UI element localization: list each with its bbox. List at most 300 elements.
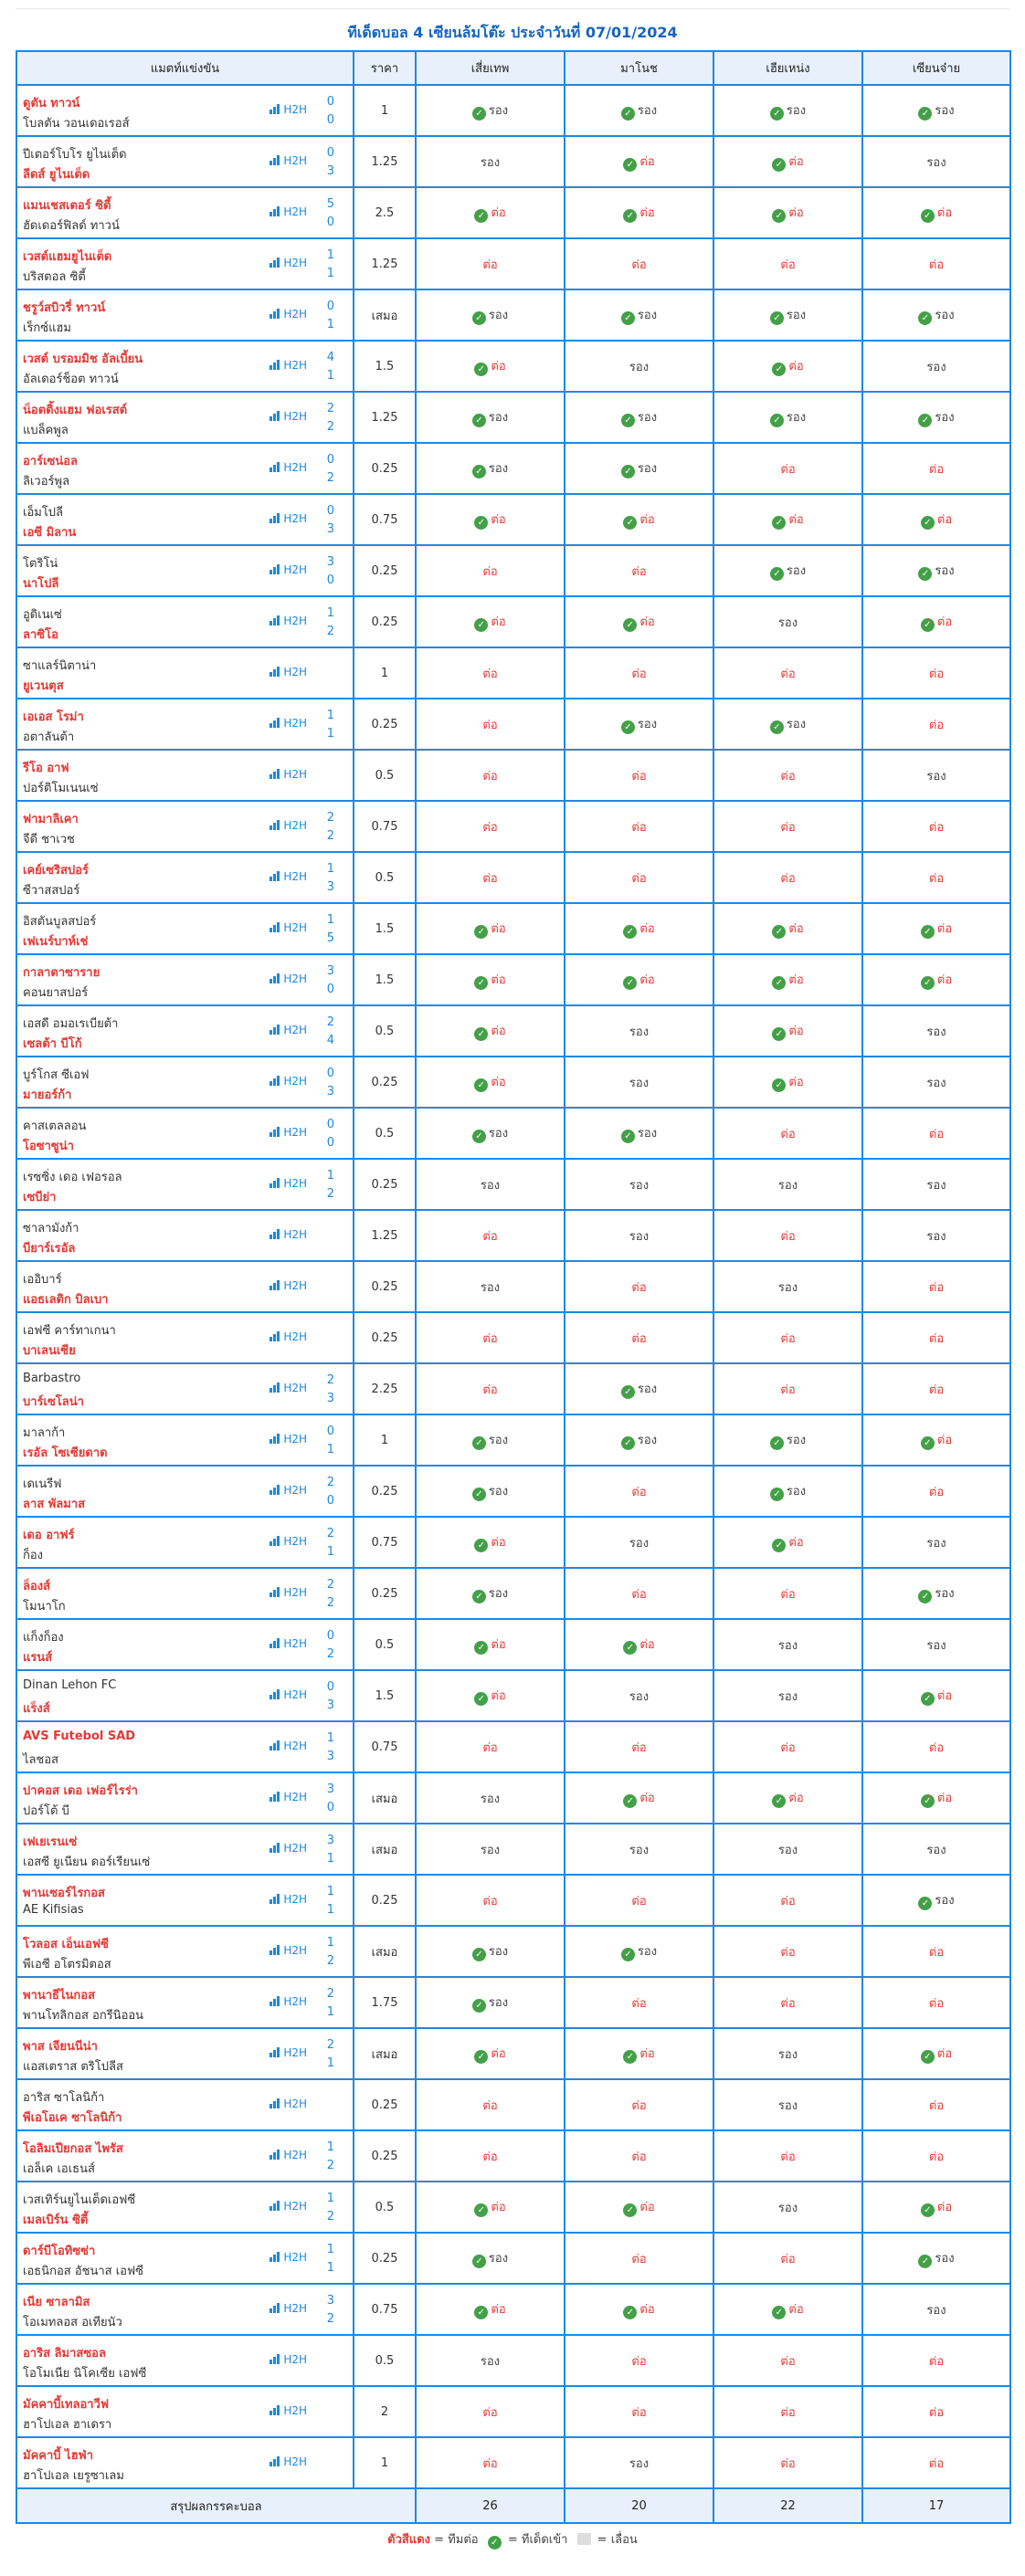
pick-cell [565,1057,713,1108]
home-score: 1 [326,2192,334,2205]
away-team[interactable]: เมลเบิร์น ซิตี้ [23,2213,89,2227]
pick-cell [713,2182,862,2233]
pick-cell [862,852,1010,903]
away-team[interactable]: ฮาโปเอล ฮาเดรา [23,2418,112,2432]
pick-cell [416,596,565,647]
pick-label: ต่อ [788,2303,804,2317]
h2h-link[interactable] [269,2353,307,2366]
h2h-link[interactable] [269,1024,307,1036]
h2h-link[interactable] [269,563,307,576]
home-score: 3 [326,2294,334,2308]
check-icon: ✓ [770,720,784,734]
pick-cell [565,954,713,1005]
price-cell: 1.5 [354,1670,416,1721]
match-cell [16,954,354,1005]
pick-label: รอง [935,2252,955,2266]
home-team[interactable]: บูร์โกส ซีเอฟ [23,1068,90,1082]
home-score: 0 [326,1629,334,1643]
pick-cell [416,1517,565,1568]
pick-label: รอง [777,2098,798,2113]
home-team[interactable]: พาส เจียนนีน่า [23,2040,98,2054]
pick-cell [565,1312,713,1363]
bar-chart-icon [269,1996,280,2006]
away-team[interactable]: มายอร์ก้า [23,1088,72,1102]
h2h-link[interactable] [269,921,307,934]
home-score: 2 [326,2038,334,2052]
away-score: 3 [326,880,334,894]
pick-label: รอง [629,1689,650,1704]
match-row [16,1005,1010,1057]
header-tipster-3: เฮียเหน่ง [713,51,862,85]
home-team[interactable]: เดเนรีฟ [23,1477,62,1491]
h2h-link[interactable] [269,1637,307,1650]
pick-label: ต่อ [491,2303,506,2317]
pick-label: รอง [935,1587,955,1601]
pick-label: รอง [637,1434,658,1447]
pick-cell [862,1005,1010,1057]
pick-cell [713,1210,862,1261]
h2h-link[interactable] [269,1330,307,1343]
away-team[interactable]: พีเอซี อโตรมิตอส [23,1958,111,1971]
pick-cell [862,2335,1010,2386]
pick-cell [565,2386,713,2437]
header-price: ราคา [354,51,416,85]
home-team[interactable]: เวสเทิร์นยูไนเต็ดเอฟซี [23,2193,136,2207]
home-team[interactable]: เอสดี อมอเรเบียต้า [23,1017,119,1031]
away-team[interactable]: โอโมเนีย นิโคเซีย เอฟซี [23,2367,147,2381]
pick-label: ต่อ [491,2047,506,2061]
match-cell [16,2130,354,2182]
h2h-link[interactable] [269,870,307,883]
h2h-link[interactable] [269,1279,307,1292]
check-icon: ✓ [921,976,935,990]
pick-label: ต่อ [780,1945,796,1960]
pick-label: ต่อ [631,2098,647,2113]
pick-label: รอง [637,1127,658,1141]
pick-label: ต่อ [780,820,796,835]
away-team[interactable]: เอสซี ยูเนียน ดอร์เรียนเซ่ [23,1856,151,1869]
home-team[interactable]: อาริส ซาโลนิก้า [23,2091,105,2105]
h2h-label: H2H [283,563,307,576]
home-team[interactable]: Dinan Lehon FC [23,1678,117,1692]
pick-label: รอง [935,309,955,322]
away-team[interactable]: เรอัล โซเซียดาด [23,1446,108,1460]
away-score: 4 [326,1034,334,1047]
away-team[interactable]: ลิเวอร์พูล [23,475,70,489]
check-icon: ✓ [623,2306,637,2319]
pick-label: ต่อ [482,1383,498,1397]
pick-label: ต่อ [780,2150,796,2164]
home-team[interactable]: ชรูว์สบิวรี่ ทาวน์ [23,301,106,315]
home-team[interactable]: รีโอ อาฟ [23,762,69,775]
pick-cell [565,852,713,903]
home-team[interactable]: โอลิมเปียกอส ไพรัส [23,2142,123,2156]
h2h-link[interactable] [269,1791,307,1803]
match-cell [16,1108,354,1159]
pick-label: รอง [926,1843,946,1857]
home-team[interactable]: อูดิเนเซ่ [23,608,62,622]
pick-label: ต่อ [639,1638,655,1652]
match-row [16,2028,1010,2079]
away-team[interactable]: ปอร์ติโมเนนเซ่ [23,782,99,795]
away-team[interactable]: อัลเดอร์ช็อต ทาวน์ [23,373,119,386]
away-team[interactable]: โอเมทลอส อเทียนัว [23,2316,122,2329]
away-team[interactable]: ยูเวนตุส [23,679,64,693]
bar-chart-icon [269,1485,280,1495]
away-score: 1 [326,2005,334,2019]
pick-label: ต่อ [482,769,498,783]
h2h-link[interactable] [269,666,307,678]
away-team[interactable]: เอซี มิลาน [23,526,77,540]
away-team[interactable]: เร็กซ์แฮม [23,321,72,335]
match-row [16,1926,1010,1977]
home-team[interactable]: เอ็มโปลี [23,506,64,520]
pick-cell [416,1977,565,2028]
pick-label: รอง [488,309,509,322]
away-team[interactable]: นาโปลี [23,577,59,591]
home-team[interactable]: เวสต์แฮมยูไนเต็ด [23,250,112,264]
away-team[interactable]: แบล็คพูล [23,424,69,437]
away-team[interactable]: พานโทลิกอส อกรีนิออน [23,2009,144,2023]
pick-label: ต่อ [780,462,796,477]
check-icon: ✓ [472,107,486,121]
away-team[interactable]: เซบีย่า [23,1191,57,1204]
home-score: 0 [326,95,334,109]
check-icon: ✓ [770,414,784,427]
away-team[interactable]: แร็งส์ [23,1702,50,1716]
h2h-link[interactable] [269,2098,307,2110]
away-team[interactable]: บาเลนเซีย [23,1344,76,1358]
pick-cell [416,2437,565,2488]
pick-cell [416,2386,565,2437]
away-team[interactable]: โมนาโก [23,1600,66,1614]
bar-chart-icon [269,1076,280,1086]
away-team[interactable]: ซีวาสสปอร์ [23,884,80,898]
pick-label: รอง [777,1843,798,1857]
away-score: 1 [326,1903,334,1917]
home-team[interactable]: ซาลามังก้า [23,1222,79,1235]
match-cell [16,852,354,903]
home-team[interactable]: โตริโน่ [23,557,58,571]
home-team[interactable]: เอฟซี คาร์ทาเกนา [23,1324,116,1338]
away-team[interactable]: บริสตอล ซิตี้ [23,270,86,284]
match-row [16,1108,1010,1159]
bar-chart-icon [269,973,280,983]
pick-cell [565,903,713,954]
away-team[interactable]: โบลตัน วอนเดอเรอส์ [23,117,130,131]
pick-label: รอง [637,309,658,322]
check-icon: ✓ [621,107,635,121]
home-team[interactable]: น็อตติ้งแฮม ฟอเรสต์ [23,404,128,417]
price-cell: เสมอ [354,2028,416,2079]
pick-cell [416,545,565,596]
home-team[interactable]: เรซซิ่ง เดอ เฟอรอล [23,1171,122,1184]
h2h-link[interactable] [269,1382,307,1394]
away-team[interactable]: เฟเนร์บาห์เช่ [23,935,89,949]
h2h-link[interactable] [269,1177,307,1190]
match-row [16,2182,1010,2233]
h2h-link[interactable] [269,154,307,167]
pick-label: รอง [629,1229,650,1244]
h2h-link[interactable] [269,1075,307,1088]
home-score: 2 [326,1015,334,1029]
home-team[interactable]: ล็องส์ [23,1580,51,1593]
pick-cell [713,2284,862,2335]
price-cell: 0.25 [354,2130,416,2182]
home-team[interactable]: กาลาตาซาราย [23,966,100,980]
home-team[interactable]: แก็งก็อง [23,1631,64,1645]
pick-cell [416,1926,565,1977]
h2h-link[interactable] [269,1995,307,2008]
pick-cell [416,2182,565,2233]
away-team[interactable]: เอล็เค เอเธนส์ [23,2162,95,2176]
home-score: 2 [326,1578,334,1592]
h2h-link[interactable] [269,1586,307,1599]
away-team[interactable]: แอสเตราส ตริโปลีส [23,2060,123,2074]
home-score: 0 [326,1680,334,1694]
h2h-link[interactable] [269,819,307,832]
price-cell: 1.5 [354,341,416,392]
price-cell: 2 [354,2386,416,2437]
pick-label: ต่อ [928,2150,945,2164]
h2h-label: H2H [283,1075,307,1088]
h2h-link[interactable] [269,1740,307,1752]
away-score: 3 [326,1750,334,1763]
h2h-link[interactable] [269,2251,307,2264]
away-team[interactable]: ปอร์โต้ บี [23,1804,69,1818]
home-score: 0 [326,504,334,518]
pick-label: ต่อ [631,667,647,681]
check-icon: ✓ [918,2255,932,2268]
pick-cell [862,341,1010,392]
match-row [16,289,1010,341]
away-team[interactable]: AE Kifisias [23,1903,84,1917]
h2h-link[interactable] [269,1228,307,1241]
home-team[interactable]: อิสตันบูลสปอร์ [23,915,97,929]
away-team[interactable]: ฮาโปเอล เยรูซาเลม [23,2469,124,2483]
home-score: 2 [326,1527,334,1540]
pick-cell [713,187,862,238]
check-icon: ✓ [772,1078,786,1092]
h2h-label: H2H [283,2455,307,2468]
h2h-link[interactable] [269,512,307,525]
home-team[interactable]: มัคคาบี้ ไฮฟ่า [23,2449,94,2463]
match-row [16,238,1010,289]
home-team[interactable]: อาร์เซน่อล [23,455,79,468]
h2h-link[interactable] [269,717,307,730]
pick-label: ต่อ [631,1894,647,1908]
check-icon: ✓ [772,209,786,223]
h2h-label: H2H [283,1279,307,1292]
check-icon: ✓ [772,2306,786,2319]
h2h-link[interactable] [269,2455,307,2468]
home-score: 1 [326,1169,334,1183]
match-cell [16,1159,354,1210]
pick-cell [713,1619,862,1670]
pick-label: ต่อ [788,1792,804,1805]
h2h-link[interactable] [269,2200,307,2213]
away-team[interactable]: จีดี ชาเวช [23,833,75,846]
pick-label: ต่อ [780,2354,796,2369]
h2h-label: H2H [283,1842,307,1855]
h2h-link[interactable] [269,2302,307,2315]
h2h-link[interactable] [269,308,307,321]
away-team[interactable]: ฮัดเดอร์ฟิลด์ ทาวน์ [23,219,120,233]
home-team[interactable]: แมนเชสเตอร์ ซิตี้ [23,199,111,213]
away-score: 0 [326,216,334,229]
h2h-link[interactable] [269,1126,307,1139]
pick-cell [862,2386,1010,2437]
away-team[interactable]: บียาร์เรอัล [23,1242,76,1256]
pick-label: ต่อ [631,1280,647,1295]
check-icon: ✓ [472,1488,486,1501]
pick-cell [565,1466,713,1517]
bar-chart-icon [269,1740,280,1751]
home-team[interactable]: พานาธีไนกอส [23,1989,96,2003]
h2h-link[interactable] [269,1433,307,1446]
home-team[interactable]: ปีเตอร์โบโร ยูไนเต็ด [23,148,127,162]
pick-label: รอง [480,1280,501,1295]
pick-label: ต่อ [639,2303,655,2317]
home-team[interactable]: ฟามาลิเคา [23,813,79,826]
check-icon: ✓ [623,2203,637,2217]
h2h-link[interactable] [269,1944,307,1957]
price-cell: 0.25 [354,443,416,494]
away-team[interactable]: พีเอโอเค ซาโลนิก้า [23,2111,122,2125]
h2h-link[interactable] [269,768,307,781]
pick-label: ต่อ [788,513,804,527]
pick-label: ต่อ [788,1536,804,1550]
match-row [16,1568,1010,1619]
away-team[interactable]: ไลชอส [23,1753,59,1767]
h2h-link[interactable] [269,1484,307,1497]
h2h-link[interactable] [269,359,307,372]
h2h-link[interactable] [269,257,307,269]
pick-label: รอง [777,1280,798,1295]
check-icon: ✓ [474,1641,488,1655]
away-team[interactable]: แรนส์ [23,1651,53,1665]
pick-label: ต่อ [491,2201,506,2214]
pick-cell [862,2130,1010,2182]
h2h-link[interactable] [269,973,307,985]
pick-label: ต่อ [928,820,945,835]
away-team[interactable]: ลีดส์ ยูไนเต็ด [23,168,90,182]
home-team[interactable]: ดูตัน ทาวน์ [23,97,80,110]
pick-cell [713,903,862,954]
home-team[interactable]: มัคคาบี้เทลอาวีฟ [23,2398,110,2412]
home-team[interactable]: คาสเตลลอน [23,1120,87,1133]
match-row [16,852,1010,903]
pick-label: ต่อ [788,155,804,169]
pick-label: ต่อ [788,922,804,936]
home-score: 1 [326,1936,334,1950]
home-team[interactable]: พานเซอร์ไรกอส [23,1887,105,1900]
match-row [16,699,1010,750]
h2h-link[interactable] [269,1893,307,1906]
bar-chart-icon [269,1792,280,1802]
pick-cell [416,1414,565,1466]
away-team[interactable]: อตาลันต้า [23,731,75,744]
away-score: 2 [326,1596,334,1610]
home-team[interactable]: เคย์เซริสปอร์ [23,864,89,878]
pick-label: รอง [786,564,807,578]
check-icon: ✓ [770,107,784,121]
match-cell [16,85,354,136]
away-team[interactable]: ลาซิโอ [23,628,58,642]
summary-tipster-1: 26 [416,2488,565,2523]
pick-cell [862,1824,1010,1875]
away-team[interactable]: โอซาซูน่า [23,1140,74,1153]
home-team[interactable]: โวลอส เอ็นเอฟซี [23,1938,109,1951]
h2h-link[interactable] [269,1535,307,1548]
home-team[interactable]: Barbastro [23,1372,81,1385]
pick-label: ต่อ [928,1945,945,1960]
h2h-link[interactable] [269,205,307,218]
away-team[interactable]: แอธเลติก บิลเบา [23,1293,109,1307]
h2h-link[interactable] [269,615,307,627]
home-team[interactable]: เอเอส โรม่า [23,710,84,724]
match-cell [16,289,354,341]
home-score: 1 [326,2243,334,2256]
home-team[interactable]: มาลาก้า [23,1426,66,1440]
away-score: 0 [326,983,334,996]
home-team[interactable]: เฟเยเรนเซ่ [23,1835,78,1849]
check-icon: ✓ [621,414,635,427]
h2h-link[interactable] [269,103,307,116]
home-team[interactable]: ดาร์บีโอทิซซ่า [23,2245,96,2258]
pick-cell [713,1568,862,1619]
h2h-link[interactable] [269,1842,307,1855]
home-team[interactable]: เนีย ซาลามิส [23,2296,90,2309]
pick-label: ต่อ [788,206,804,220]
home-team[interactable]: ซาแลร์นิตาน่า [23,659,97,673]
price-cell: 0.5 [354,2182,416,2233]
h2h-link[interactable] [269,1688,307,1701]
home-team[interactable]: เออิบาร์ [23,1273,62,1287]
pick-label: ต่อ [936,973,953,987]
h2h-link[interactable] [269,2046,307,2059]
pick-cell [416,1772,565,1824]
away-team[interactable]: บาร์เซโลน่า [23,1395,84,1409]
price-cell: 0.25 [354,2079,416,2130]
away-team[interactable]: เซลต้า บีโก้ [23,1037,82,1051]
h2h-link[interactable] [269,2149,307,2161]
home-score: 0 [326,1067,334,1080]
pick-cell [565,2335,713,2386]
match-cell [16,443,354,494]
h2h-label: H2H [283,1433,307,1446]
home-team[interactable]: เวสต์ บรอมมิช อัลเบี้ยน [23,352,143,366]
bar-chart-icon [269,922,280,932]
check-icon: ✓ [623,976,637,990]
home-team[interactable]: ปาคอส เดอ เฟอร์ไรร่า [23,1784,138,1798]
pick-cell [713,2079,862,2130]
gray-box-icon [577,2533,591,2545]
h2h-link[interactable] [269,2404,307,2417]
away-team[interactable]: ลาส พัลมาส [23,1498,86,1511]
h2h-link[interactable] [269,410,307,423]
pick-label: ต่อ [639,615,655,629]
h2h-link[interactable] [269,461,307,474]
away-team[interactable]: คอนยาสปอร์ [23,986,89,1000]
home-team[interactable]: อาริส ลิมาสซอล [23,2347,106,2360]
home-team[interactable]: เดอ อาฟร์ [23,1529,75,1542]
away-team[interactable]: เอธนิกอส อัชนาส เอฟซี [23,2265,143,2278]
away-score: 1 [326,369,334,383]
home-team[interactable]: AVS Futebol SAD [23,1730,136,1743]
bar-chart-icon [269,258,280,268]
away-team[interactable]: ก็อง [23,1549,44,1562]
